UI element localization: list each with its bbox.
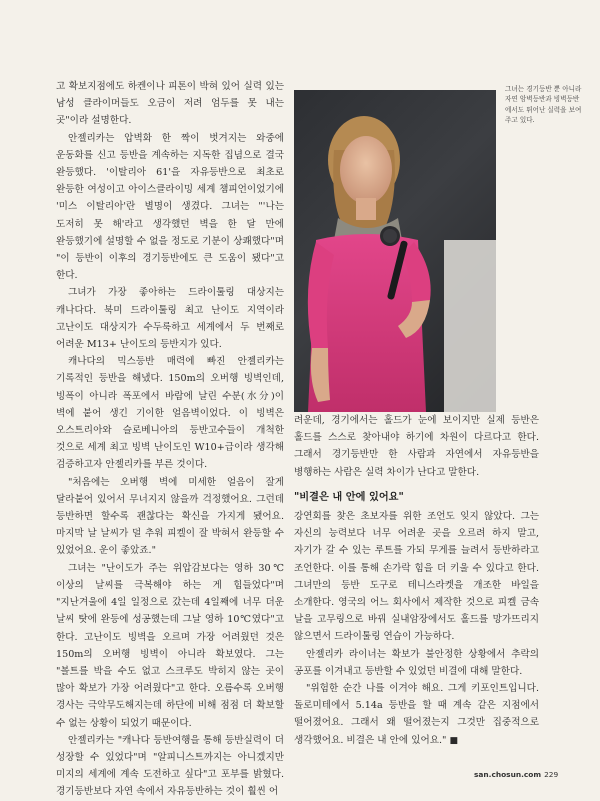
speaker-illustration (294, 90, 496, 412)
paragraph: 안젤리카 라이너는 확보가 불안정한 상황에서 추락의 공포를 이겨내고 등반할 수 있었던 비결에 대해 말한다. (294, 648, 539, 677)
paragraph: 그녀가 가장 좋아하는 드라이툴링 대상지는 캐나다다. 북미 드라이툴링 최고 난이도 지역이라 고난이도 대상지가 수두룩하고 세계에서 두 번째로 어려운 M13+ 난이도의 등반지가 있다. (56, 287, 284, 351)
article-end-icon: ■ (449, 735, 459, 746)
site-url: san.chosun.com (474, 770, 542, 779)
paragraph: 고 확보지점에도 하켄이나 피톤이 박혀 있어 실력 있는 남성 클라이머들도 오금이 저려 엄두를 못 내는 곳"이라 설명한다. (56, 81, 284, 127)
article-right-column (294, 412, 539, 750)
article-left-column (56, 78, 284, 801)
paragraph: 그녀는 "난이도가 주는 위압감보다는 영하 30℃ 이상의 날씨를 극복해야 하는 게 힘들었다"며 "지난겨울에 4일 일정으로 갔는데 4일째에 너무 더운 날씨 탓에 완등에 성공했는데 그날 영하 10℃였다"고 한다. 고난이도 빙벽을 오르며 가장 어려웠던 것은 150m의 오버행 빙벽이 아니라 확보였다. 그는 "볼트를 박을 수도 없고 스크루도 박히지 않는 곳이 많아 확보가 가장 어려웠다"고 한다. 오름수록 오버행 경사는 극악무도해지는데 하단에 비해 점점 더 확보할 수 없는 상황이 되었기 때문이다. (56, 562, 284, 729)
paragraph: 강연회를 찾은 초보자를 위한 조언도 잊지 않았다. 그는 자신의 능력보다 너무 어려운 곳을 오르려 하지 말고, 자기가 갈 수 있는 루트를 가되 무게를 늘려서 등반하라고 조언한다. 이를 통해 손가락 힘을 더 키울 수 있다고 한다. 그녀만의 등반 도구로 테니스라켓을 개조한 바일을 소개한다. 영국의 어느 회사에서 제작한 것으로 피켈 금속 날을 고무링으로 바꿔 실내암장에서도 홀드를 망가뜨리지 않으면서 드라이툴링 연습이 가능하다. (294, 511, 539, 643)
paragraph: 안젤리카는 "캐나다 등반여행을 통해 등반실력이 더 성장할 수 있었다"며 "알피니스트까지는 아니겠지만 미지의 세계에 계속 도전하고 싶다"고 포부를 밝혔다. 경기등반보다 자연 속에서 자유등반하는 것이 훨씬 어 (56, 734, 284, 798)
page-number: 229 (544, 770, 559, 779)
paragraph-text: "위험한 순간 나를 이겨야 해요. 그게 키포인트입니다. 돌로미테에서 5.14a 등반을 할 때 계속 같은 지점에서 떨어졌어요. 그래서 왜 떨어졌는지 그것만 집중적으로 생각했어요. 비결은 내 안에 있어요." (294, 683, 539, 746)
paragraph: 캐나다의 믹스등반 매력에 빠진 안젤리카는 기록적인 등반을 해냈다. 150m의 오버행 빙벽인데, 빙폭이 아니라 폭포에서 바람에 날린 수분(水分)이 벽에 붙어 생긴 기이한 얼음벽이었다. 이 빙벽은 오스트리아와 슬로베니아의 등반고수들이 개척한 것으로 세계 최고 빙벽 난이도인 W10+급이라 생각해 검증하고자 안젤리카를 부른 것이다. (56, 356, 284, 471)
section-subheading: "비결은 내 안에 있어요" (294, 491, 404, 503)
paragraph (294, 680, 539, 750)
page-footer (474, 770, 558, 779)
climber-photo (294, 90, 496, 412)
photo-caption: 그녀는 경기등반 뿐 아니라 자연 암벽등반과 빙벽등반에서도 뛰어난 실력을 보여주고 있다. (505, 85, 582, 125)
paragraph: "처음에는 오버행 벽에 미세한 얼음이 잘게 달라붙어 있어서 무너지지 않을까 걱정했어요. 그런데 등반하면 할수록 괜찮다는 확신을 가지게 됐어요. 마지막 날 날씨가 덜 추워 피켈이 잘 박혀서 완등할 수 있었어요. 운이 좋았죠." (56, 476, 284, 557)
paragraph: 려운데, 경기에서는 홀드가 눈에 보이지만 실제 등반은 홀드를 스스로 찾아내야 하기에 차원이 다르다고 한다. 그래서 경기등반만 한 사람과 자연에서 자유등반을 병행하는 사람은 실력 차이가 난다고 말한다. (294, 415, 539, 478)
paragraph: 안젤리카는 압벽화 한 짝이 벗겨지는 와중에 운동화를 신고 등반을 계속하는 지독한 집념으로 결국 완등했다. '이탈리아 61'을 자유등반으로 최초로 완등한 여성이고 아이스클라이밍 세계 챔피언이었기에 '미스 이탈리아'란 별명이 생겼다. 그녀는 "'나는 도저히 못 해'라고 생각했던 벽을 한 달 만에 완등했기에 설명할 수 없을 정도로 기분이 상쾌했다"며 "이 등반이 이후의 경기등반에도 큰 도움이 됐다"고 한다. (56, 132, 284, 282)
